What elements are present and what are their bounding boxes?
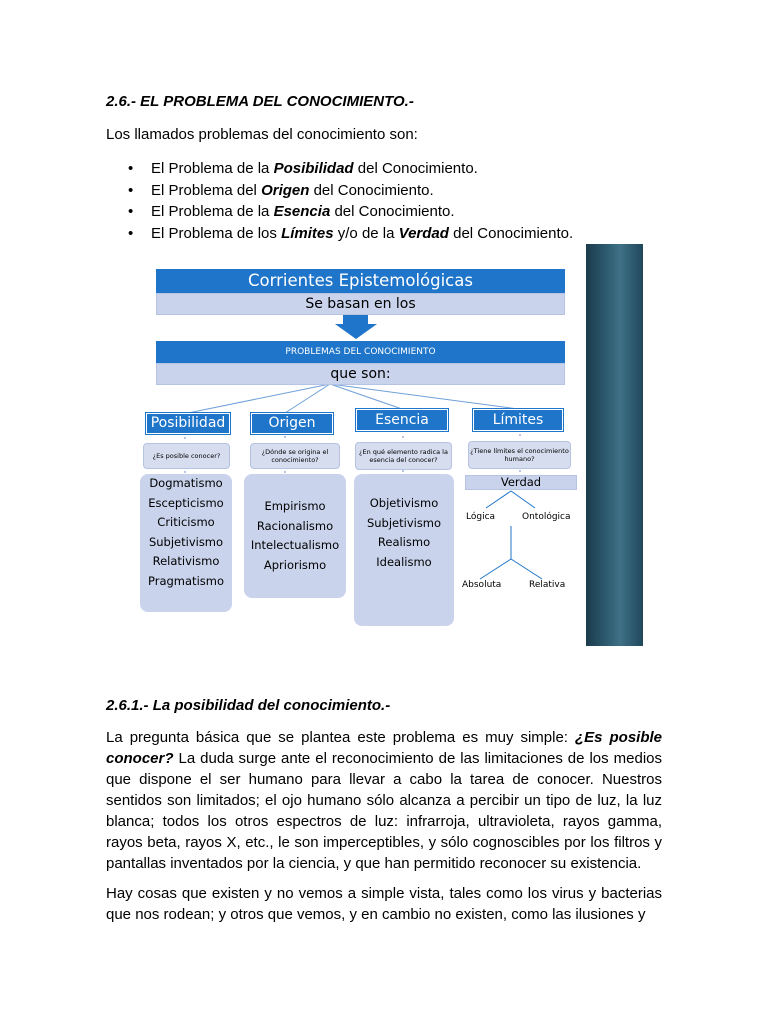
diagram-title: Corrientes Epistemológicas (156, 269, 565, 293)
list-posibilidad: Dogmatismo Escepticismo Criticismo Subjetivismo Relativismo Pragmatismo (140, 474, 232, 612)
diagram-subtitle: Se basan en los (156, 293, 565, 315)
section-intro: Los llamados problemas del conocimiento son: (106, 126, 418, 143)
down-arrow-icon (335, 313, 377, 339)
question-esencia: ¿En qué elemento radica la esencia del conocer? (355, 442, 452, 470)
category-origen: Origen (251, 413, 333, 434)
list-item: • El Problema de la Posibilidad del Conocimiento. (106, 158, 626, 180)
paragraph-2: Hay cosas que existen y no vemos a simple vista, tales como los virus y bacterias que nos rodean; y otros que vemos, y en cambio no existen, como las ilusiones y (106, 885, 662, 923)
branch-logica: Lógica (466, 512, 496, 522)
problems-bar: PROBLEMAS DEL CONOCIMIENTO (156, 341, 565, 363)
problem-list (106, 158, 626, 244)
que-son-bar: que son: (156, 363, 565, 385)
verdad-box: Verdad (465, 475, 577, 490)
category-limites: Límites (473, 409, 563, 431)
question-posibilidad: ¿Es posible conocer? (143, 443, 230, 469)
list-origen: Empirismo Racionalismo Intelectualismo Apriorismo (244, 474, 346, 598)
category-esencia: Esencia (356, 409, 448, 431)
section-heading: 2.6.- EL PROBLEMA DEL CONOCIMIENTO.- (106, 93, 414, 110)
branch-relativa: Relativa (529, 580, 566, 590)
question-origen: ¿Dónde se origina el conocimiento? (250, 443, 340, 469)
category-posibilidad: Posibilidad (146, 413, 230, 434)
question-limites: ¿Tiene límites el conocimiento humano? (468, 441, 571, 469)
list-esencia: Objetivismo Subjetivismo Realismo Idealismo (354, 474, 454, 626)
paragraph-1: La pregunta básica que se plantea este problema es muy simple: ¿Es posible conocer? La duda surge ante el reconocimiento de las limitaciones de los medios que dispone el ser humano para llevar a cabo la tarea de conocer. Nuestros sentidos son limitados; el ojo humano sólo alcanza a percibir un tipo de luz, la luz blanca; todos los otros espectros de luz: infrarroja, ultravioleta, rayos gamma, rayos beta, rayos X, etc., le son imperceptibles, y sólo cognoscibles por los filtros y pantallas inventados por la ciencia, y que han permitido reconocer su existencia. (106, 729, 663, 872)
branch-absoluta: Absoluta (462, 580, 502, 590)
subsection-heading: 2.6.1.- La posibilidad del conocimiento.- (106, 697, 391, 714)
decorative-side-image (586, 244, 643, 646)
list-item: • El Problema del Origen del Conocimiento. (106, 180, 626, 202)
epistemology-diagram (140, 258, 585, 628)
list-item: • El Problema de la Esencia del Conocimiento. (106, 201, 626, 223)
list-item: • El Problema de los Límites y/o de la Verdad del Conocimiento. (106, 223, 626, 245)
branch-ontologica: Ontológica (522, 512, 571, 522)
